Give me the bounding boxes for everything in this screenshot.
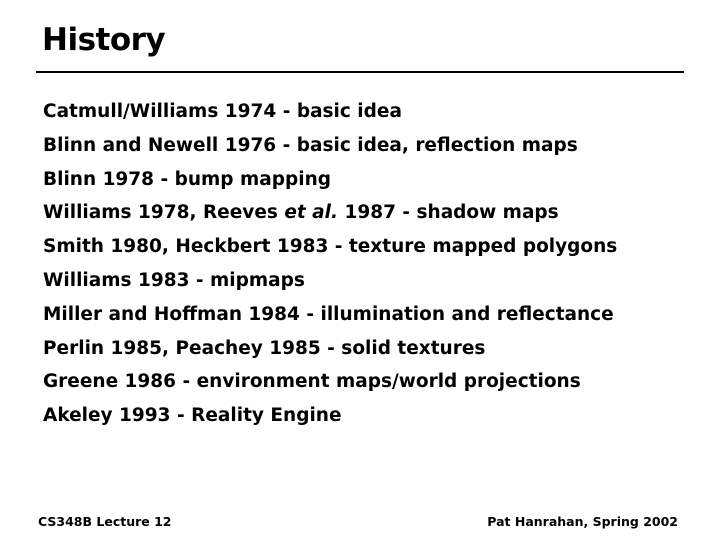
history-item: Akeley 1993 - Reality Engine	[43, 405, 342, 427]
history-item: Blinn 1978 - bump mapping	[43, 168, 331, 190]
footer-author: Pat Hanrahan, Spring 2002	[487, 514, 678, 529]
slide-title: History	[42, 22, 166, 58]
title-divider	[36, 71, 684, 73]
history-item: Catmull/Williams 1974 - basic idea	[43, 101, 402, 122]
history-item: Perlin 1985, Peachey 1985 - solid textures	[43, 337, 486, 359]
footer-course: CS348B Lecture 12	[38, 514, 172, 529]
history-list	[43, 95, 617, 433]
emphasis-text: et al.	[284, 202, 339, 224]
history-item: Miller and Hoffman 1984 - illumination and reflectance	[43, 303, 614, 325]
history-item: Blinn and Newell 1976 - basic idea, reflection maps	[43, 134, 578, 156]
history-item: Greene 1986 - environment maps/world projections	[43, 371, 581, 393]
history-item: Williams 1983 - mipmaps	[43, 269, 305, 291]
history-item: Smith 1980, Heckbert 1983 - texture mapped polygons	[43, 236, 618, 258]
history-item: Williams 1978, Reeves et al. 1987 - shadow maps	[43, 202, 559, 224]
